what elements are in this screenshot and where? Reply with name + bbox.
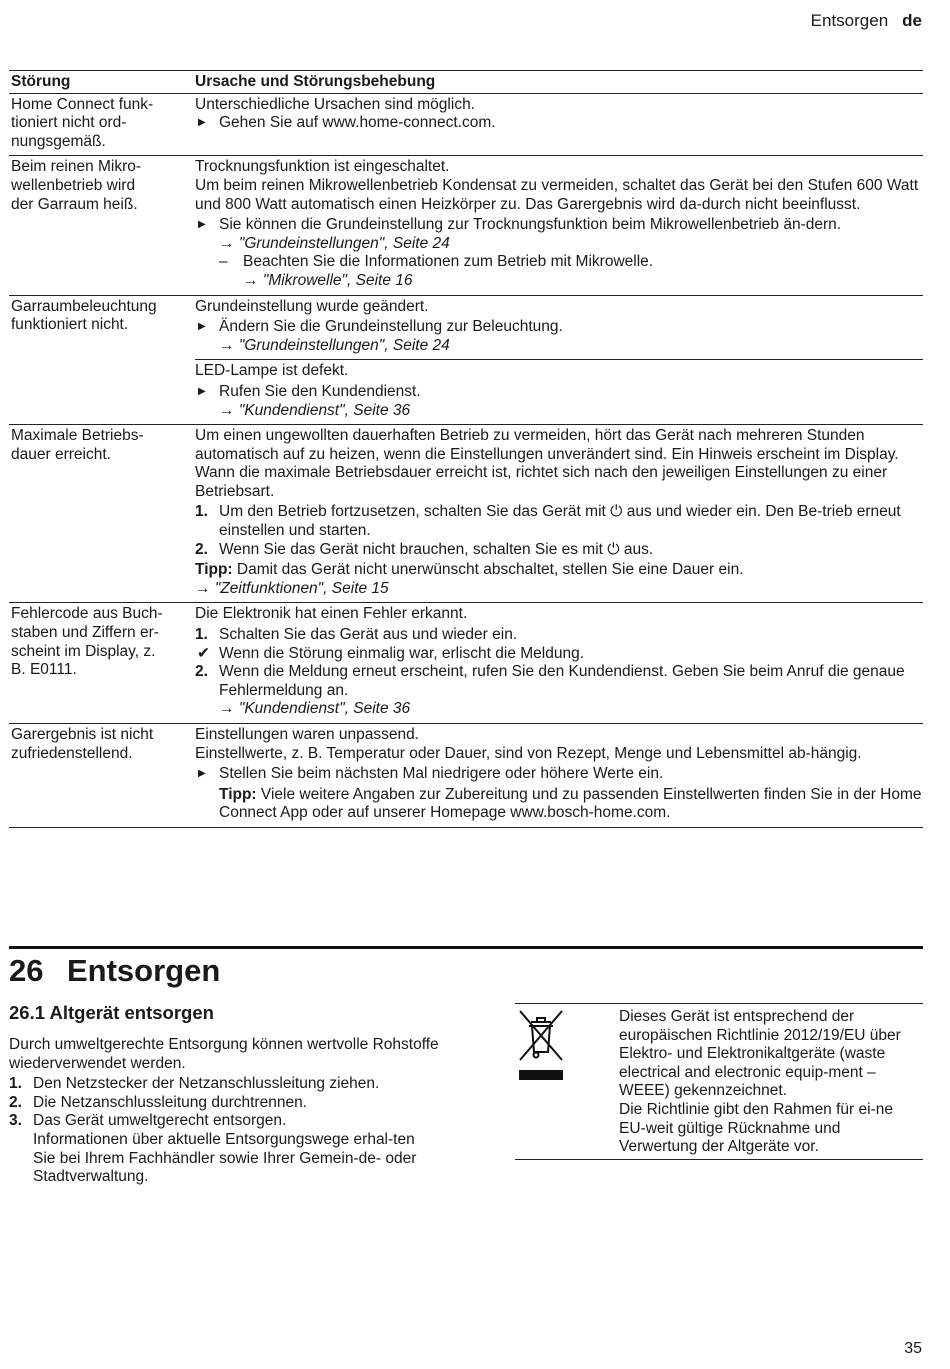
cause: Unterschiedliche Ursachen sind möglich. <box>195 95 475 113</box>
table-row <box>9 425 923 603</box>
step: ▶ Sie können die Grundeinstellung zur Trocknungsfunktion beim Mikrowellenbetrieb än-dern. <box>198 216 842 234</box>
result: ✔ Wenn die Störung einmalig war, erlischt die Meldung. <box>197 644 585 662</box>
section-title: Altgerät entsorgen <box>49 1002 214 1023</box>
table-row <box>9 603 923 724</box>
page-number: 35 <box>904 1340 922 1358</box>
arrow-icon: → <box>219 234 239 252</box>
crossed-bin-icon <box>517 1008 565 1082</box>
cause-cell <box>193 295 923 425</box>
chapter-heading <box>9 946 923 989</box>
table-row <box>9 295 923 425</box>
description: Wann die maximale Betriebsdauer erreicht ist, richtet sich nach den jeweiligen Einstellungen zu einer Betriebsart. <box>195 464 888 500</box>
triangle-icon: ▶ <box>198 117 206 129</box>
header-lang: de <box>902 11 922 30</box>
weee-paragraph: Dieses Gerät ist entsprechend der europäischen Richtlinie 2012/19/EU über Elektro- und Elektronikaltgeräte (waste electrical and electronic equip-ment – WEEE) gekennzeichnet. <box>619 1008 901 1100</box>
dash-icon: – <box>219 253 228 271</box>
triangle-icon: ▶ <box>198 768 206 780</box>
step: ▶ Rufen Sie den Kundendienst. <box>198 382 421 400</box>
table-header <box>9 71 923 94</box>
arrow-icon: → <box>219 700 239 718</box>
cause: LED-Lampe ist defekt. <box>195 362 349 380</box>
list-item: 3. Das Gerät umweltgerecht entsorgen. <box>9 1112 287 1130</box>
col-cause: Ursache und Störungsbehebung <box>193 71 923 94</box>
weee-notice <box>515 1003 923 1160</box>
cross-reference[interactable]: → "Zeitfunktionen", Seite 15 <box>195 579 389 597</box>
triangle-icon: ▶ <box>198 219 206 231</box>
step-number: 2. <box>9 1093 22 1111</box>
header-section: Entsorgen <box>810 11 889 30</box>
arrow-icon: → <box>195 579 215 597</box>
table-row <box>9 156 923 295</box>
description: Um beim reinen Mikrowellenbetrieb Kondensat zu vermeiden, schaltet das Gerät bei den Stufen 600 Watt und 800 Watt automatisch einen Heizkörper zu. Das Garergebnis wird da-durch nicht beeinflusst. <box>195 176 919 213</box>
cause-cell <box>193 724 923 828</box>
step: ▶ Ändern Sie die Grundeinstellung zur Beleuchtung. <box>198 318 563 336</box>
step-number: 2. <box>195 540 208 558</box>
fault-cell: Home Connect funk- tioniert nicht ord- nungsgemäß. <box>9 93 193 156</box>
table-row <box>9 724 923 828</box>
cause: Einstellungen waren unpassend. <box>195 726 420 743</box>
description: Einstellwerte, z. B. Temperatur oder Dauer, sind von Rezept, Menge und Lebensmittel ab-hängig. <box>195 744 862 762</box>
cause-cell <box>193 156 923 295</box>
cause-cell <box>193 603 923 724</box>
list-item: 1. Den Netzstecker der Netzanschlussleitung ziehen. <box>9 1075 380 1093</box>
cause: Die Elektronik hat einen Fehler erkannt. <box>195 605 468 623</box>
triangle-icon: ▶ <box>198 321 206 333</box>
disposal-instructions <box>9 1036 439 1187</box>
cross-reference[interactable]: → "Kundendienst", Seite 36 <box>219 700 411 718</box>
step-number: 1. <box>9 1075 22 1093</box>
tip: Tipp: Viele weitere Angaben zur Zubereitung und zu passenden Einstellwerten finden Sie in der Home Connect App oder auf unserer Homepage www.bosch-home.com. <box>219 785 922 822</box>
weee-text <box>619 1008 919 1157</box>
triangle-icon: ▶ <box>198 385 206 397</box>
arrow-icon: → <box>243 271 263 289</box>
cause: Trocknungsfunktion ist eingeschaltet. <box>195 158 450 176</box>
list-item: 2. Die Netzanschlussleitung durchtrennen. <box>9 1093 307 1111</box>
step-number: 2. <box>195 663 208 681</box>
intro-text: Durch umweltgerechte Entsorgung können wertvolle Rohstoffe wiederverwendet werden. <box>9 1036 439 1072</box>
check-icon: ✔ <box>197 644 210 662</box>
chapter-number: 26 <box>9 953 44 988</box>
fault-cell: Garergebnis ist nicht zufriedenstellend. <box>9 724 193 828</box>
section-number: 26.1 <box>9 1002 46 1023</box>
fault-table <box>9 70 923 828</box>
weee-paragraph: Die Richtlinie gibt den Rahmen für ei-ne EU-weit gültige Rücknahme und Verwertung der Altgeräte vor. <box>619 1100 893 1156</box>
table-row <box>9 93 923 156</box>
info-text: Informationen über aktuelle Entsorgungswege erhal-ten Sie bei Ihrem Fachhändler sowie Ihrer Gemein-de- oder Stadtverwaltung. <box>33 1130 417 1186</box>
step: ▶ Stellen Sie beim nächsten Mal niedrigere oder höhere Werte ein. <box>198 765 664 783</box>
step: 2. Wenn die Meldung erneut erscheint, rufen Sie den Kundendienst. Geben Sie beim Anruf die genaue Fehlermeldung an. <box>195 663 905 699</box>
cause-cell <box>193 93 923 156</box>
arrow-icon: → <box>219 401 239 419</box>
fault-cell: Garraumbeleuchtung funktioniert nicht. <box>9 295 193 425</box>
step: 2. Wenn Sie das Gerät nicht brauchen, schalten Sie es mit ⏻ aus. <box>195 540 654 558</box>
step: 1. Schalten Sie das Gerät aus und wieder ein. <box>195 626 518 644</box>
cross-reference[interactable]: → "Grundeinstellungen", Seite 24 <box>219 336 450 354</box>
cross-reference[interactable]: → "Mikrowelle", Seite 16 <box>243 271 413 289</box>
step-number: 1. <box>195 503 208 521</box>
description: Um einen ungewollten dauerhaften Betrieb zu vermeiden, hört das Gerät nach mehreren Stunden automatisch auf zu heizen, wenn die Einstellungen unverändert sind. Ein Hinweis erscheint im Display. <box>195 427 899 463</box>
cross-reference[interactable]: → "Kundendienst", Seite 36 <box>219 401 411 419</box>
step: 1. Um den Betrieb fortzusetzen, schalten Sie das Gerät mit ⏻ aus und wieder ein. Den Be-trieb erneut einstellen und starten. <box>195 503 901 540</box>
fault-cell: Beim reinen Mikro- wellenbetrieb wird der Garraum heiß. <box>9 156 193 295</box>
cause-cell <box>193 425 923 603</box>
sub-step: – Beachten Sie die Informationen zum Betrieb mit Mikrowelle. <box>219 253 654 271</box>
cross-reference[interactable]: → "Grundeinstellungen", Seite 24 <box>219 234 450 252</box>
section-heading <box>9 1004 214 1023</box>
page-header <box>811 12 922 31</box>
step-number: 3. <box>9 1112 22 1130</box>
step-number: 1. <box>195 626 208 644</box>
chapter-title: Entsorgen <box>67 953 221 988</box>
sub-cause-block <box>195 359 923 420</box>
fault-cell: Fehlercode aus Buch- staben und Ziffern er- scheint im Display, z. B. E0111. <box>9 603 193 724</box>
cause: Grundeinstellung wurde geändert. <box>195 297 429 315</box>
fault-cell: Maximale Betriebs- dauer erreicht. <box>9 425 193 603</box>
step: ▶ Gehen Sie auf www.home-connect.com. <box>198 114 496 132</box>
col-fault: Störung <box>9 71 193 94</box>
tip: Tipp: Damit das Gerät nicht unerwünscht abschaltet, stellen Sie eine Dauer ein. <box>195 561 744 579</box>
arrow-icon: → <box>219 336 239 354</box>
